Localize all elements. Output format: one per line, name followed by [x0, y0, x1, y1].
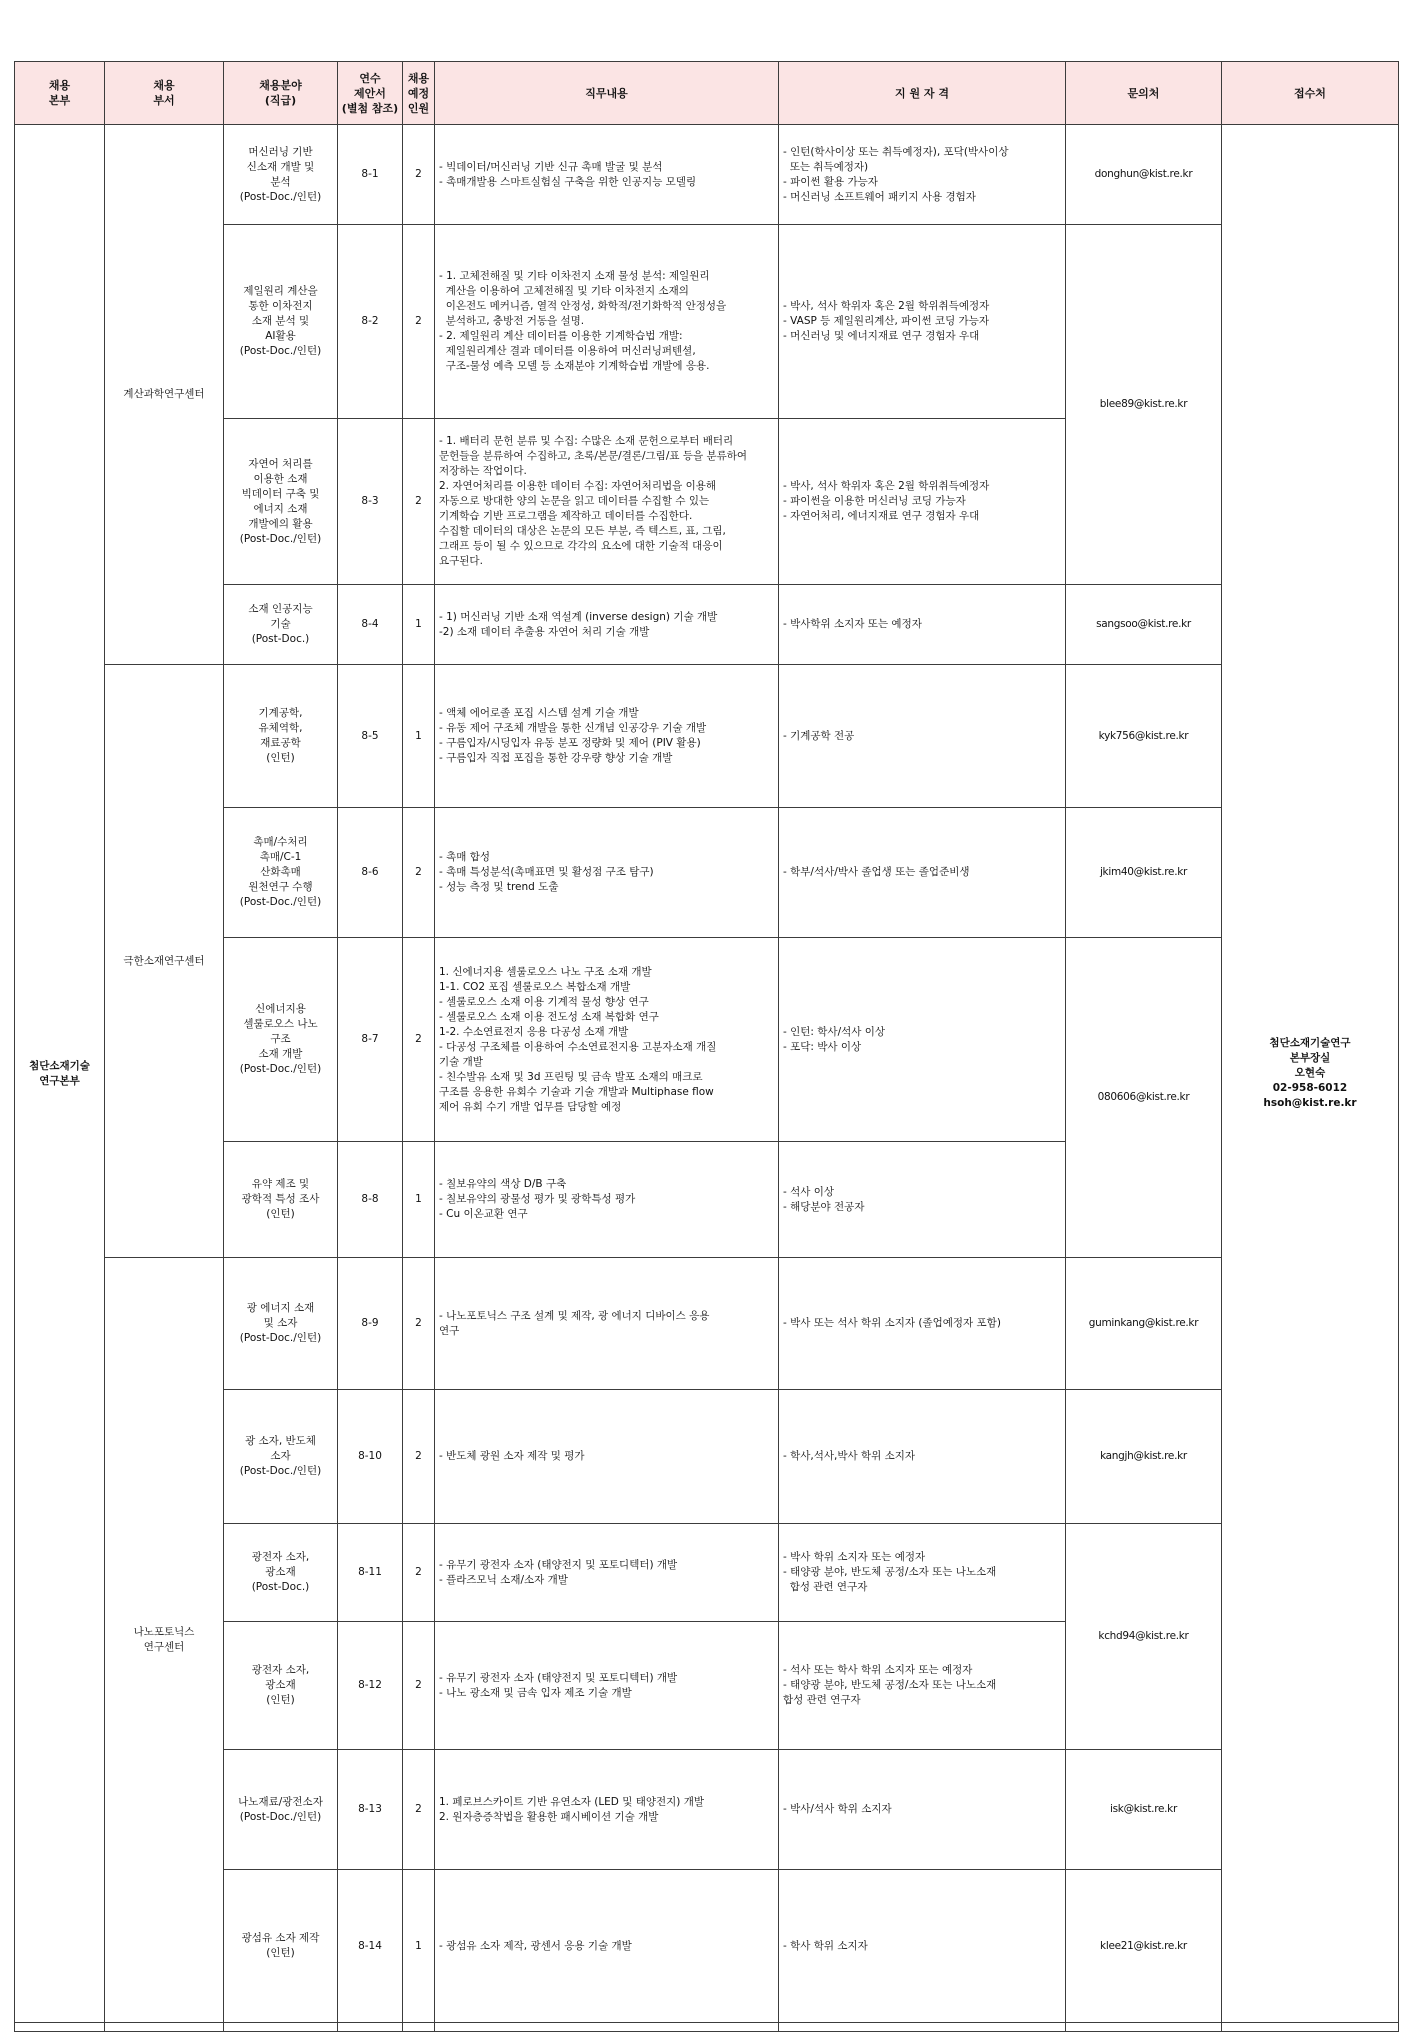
office-email[interactable]: hsoh@kist.re.kr: [1263, 1097, 1357, 1109]
division-cell: 첨단소재기술 연구본부: [15, 125, 105, 2023]
cell-line: 제어 유회 수기 개발 업무를 담당할 예정: [439, 1100, 622, 1113]
cell-line: - 빅데이터/머신러닝 기반 신규 촉매 발굴 및 분석: [439, 160, 663, 173]
cell-line: 원천연구 수행: [248, 881, 313, 893]
cell-line: - 성능 측정 및 trend 도출: [439, 881, 559, 893]
proposal-code: 8-1: [338, 125, 403, 225]
qualification-cell: [779, 1524, 1066, 1622]
cell-line: - 박사 학위 소지자 또는 예정자: [783, 1551, 926, 1563]
cell-line: (인턴): [266, 1947, 295, 1959]
proposal-code: 8-14: [338, 1870, 403, 2023]
field-cell: [224, 1750, 338, 1870]
continued-cell: [1066, 2023, 1222, 2032]
cell-line: - 칠보유약의 광물성 평가 및 광학특성 평가: [439, 1193, 636, 1205]
cell-line: 및 소자: [263, 1317, 298, 1329]
duty-cell: [435, 1390, 779, 1524]
proposal-code: 8-6: [338, 808, 403, 938]
cell-line: - 다공성 구조체를 이용하여 수소연료전지용 고분자소재 개질: [439, 1040, 717, 1053]
continued-cell: [224, 2023, 338, 2032]
office-line: 본부장실: [1289, 1052, 1331, 1064]
contact-email[interactable]: kchd94@kist.re.kr: [1066, 1524, 1222, 1750]
headcount: 1: [403, 1870, 435, 2023]
cell-line: - 1. 고체전해질 및 기타 이차전지 소재 물성 분석: 제일원리: [439, 270, 710, 282]
duty-cell: [435, 419, 779, 585]
field-cell: [224, 1390, 338, 1524]
field-cell: [224, 1870, 338, 2023]
cell-line: 이용한 소재: [253, 472, 308, 485]
header-duty: 직무내용: [435, 62, 779, 125]
cell-line: 문헌들을 분류하여 수집하고, 초록/본문/결론/그림/표 등을 분류하여: [439, 450, 748, 462]
cell-line: - 2. 제일원리 계산 데이터를 이용한 기계학습법 개발:: [439, 330, 683, 342]
qualification-cell: [779, 938, 1066, 1142]
qualification-cell: [779, 1142, 1066, 1258]
qualification-cell: [779, 1750, 1066, 1870]
contact-email[interactable]: klee21@kist.re.kr: [1066, 1870, 1222, 2023]
cell-line: 1. 신에너지용 셀룰로오스 나노 구조 소재 개발: [439, 965, 652, 978]
table-row-continued: [15, 2023, 1399, 2032]
cell-line: - 석사 또는 학사 학위 소지자 또는 예정자: [783, 1664, 973, 1676]
cell-line: - 유무기 광전자 소자 (태양전지 및 포토디텍터) 개발: [439, 1558, 678, 1571]
headcount: 1: [403, 665, 435, 808]
proposal-code: 8-4: [338, 585, 403, 665]
cell-line: 광학적 특성 조사: [241, 1193, 320, 1205]
headcount: 2: [403, 938, 435, 1142]
continued-cell: [435, 2023, 779, 2032]
cell-line: - 친수발유 소재 및 3d 프린팅 및 금속 발포 소재의 매크로: [439, 1070, 703, 1083]
cell-line: 합성 관련 연구자: [783, 1581, 868, 1593]
cell-line: 자연어 처리를: [248, 457, 313, 470]
cell-line: - 반도체 광원 소자 제작 및 평가: [439, 1450, 585, 1462]
cell-line: 광섬유 소자 제작: [241, 1932, 320, 1944]
cell-line: (Post-Doc./인턴): [239, 532, 322, 545]
proposal-code: 8-9: [338, 1258, 403, 1390]
contact-email[interactable]: kyk756@kist.re.kr: [1066, 665, 1222, 808]
cell-line: 구조-물성 예측 모델 등 소재분야 기계학습법 개발에 응용.: [439, 360, 710, 372]
header-qualification: 지 원 자 격: [779, 62, 1066, 125]
cell-line: (Post-Doc./인턴): [239, 896, 322, 908]
cell-line: - VASP 등 제일원리계산, 파이썬 코딩 가능자: [783, 315, 989, 327]
cell-line: 재료공학: [260, 737, 301, 749]
cell-line: 분석하고, 충방전 거동을 설명.: [439, 315, 585, 327]
cell-line: 분석: [270, 175, 291, 188]
cell-line: - 자연어처리, 에너지재료 연구 경험자 우대: [783, 510, 980, 522]
office-line: 첨단소재기술연구: [1269, 1037, 1351, 1049]
cell-line: - 박사 또는 석사 학위 소지자 (졸업예정자 포함): [783, 1317, 1001, 1329]
cell-line: 촉매/C-1: [259, 851, 302, 863]
duty-cell: [435, 1258, 779, 1390]
cell-line: 광전자 소자,: [251, 1664, 310, 1676]
cell-line: 광전자 소자,: [251, 1551, 310, 1563]
field-cell: [224, 938, 338, 1142]
cell-line: (Post-Doc./인턴): [239, 1063, 322, 1075]
field-cell: [224, 225, 338, 419]
field-cell: [224, 665, 338, 808]
table-row: [15, 665, 1399, 808]
table-row: [15, 1258, 1399, 1390]
headcount: 2: [403, 1524, 435, 1622]
cell-line: 1-2. 수소연료전지 응용 다공성 소재 개발: [439, 1025, 629, 1038]
cell-line: -2) 소재 데이터 추출용 자연어 처리 기술 개발: [439, 625, 650, 638]
header-proposal: 연수 제안서 (별첨 참조): [338, 62, 403, 125]
cell-line: 광 소자, 반도체: [245, 1435, 316, 1447]
department-computational-science: 계산과학연구센터: [105, 125, 224, 665]
table-row: [15, 125, 1399, 225]
headcount: 2: [403, 1622, 435, 1750]
cell-line: 구조: [270, 1033, 291, 1045]
duty-cell: [435, 225, 779, 419]
continued-cell: [403, 2023, 435, 2032]
contact-email[interactable]: donghun@kist.re.kr: [1066, 125, 1222, 225]
office-line: 오현숙: [1294, 1067, 1326, 1079]
qualification-cell: [779, 125, 1066, 225]
cell-line: - 액체 에어로졸 포집 시스템 설계 기술 개발: [439, 707, 639, 719]
headcount: 2: [403, 1258, 435, 1390]
cell-line: 소재 분석 및: [251, 315, 310, 327]
headcount: 1: [403, 585, 435, 665]
cell-line: 신에너지용: [255, 1003, 306, 1015]
field-cell: [224, 1524, 338, 1622]
cell-line: 1-1. CO2 포집 셀룰로오스 복합소재 개발: [439, 980, 631, 993]
continued-cell: [779, 2023, 1066, 2032]
duty-cell: [435, 1142, 779, 1258]
header-office: 접수처: [1222, 62, 1399, 125]
cell-line: 광소재: [265, 1679, 296, 1691]
cell-line: (인턴): [266, 1694, 295, 1706]
duty-cell: [435, 665, 779, 808]
cell-line: 셀룰로오스 나노: [243, 1018, 318, 1030]
cell-line: 2. 자연어처리를 이용한 데이터 수집: 자연어처리법을 이용해: [439, 480, 717, 492]
cell-line: (인턴): [266, 1208, 295, 1220]
cell-line: - 촉매 특성분석(촉매표면 및 활성점 구조 탐구): [439, 866, 654, 878]
department-extreme-materials: 극한소재연구센터: [105, 665, 224, 1258]
qualification-cell: [779, 1870, 1066, 2023]
cell-line: (Post-Doc./인턴): [239, 1465, 322, 1477]
cell-line: (Post-Doc./인턴): [239, 1810, 322, 1823]
cell-line: - 태양광 분야, 반도체 공정/소자 또는 나노소재: [783, 1679, 997, 1691]
cell-line: 요구된다.: [439, 555, 483, 567]
qualification-cell: [779, 665, 1066, 808]
cell-line: 유체역학,: [258, 722, 303, 734]
cell-line: (Post-Doc./인턴): [239, 190, 322, 203]
contact-email[interactable]: jkim40@kist.re.kr: [1066, 808, 1222, 938]
proposal-code: 8-5: [338, 665, 403, 808]
qualification-cell: [779, 225, 1066, 419]
contact-email[interactable]: blee89@kist.re.kr: [1066, 225, 1222, 585]
cell-line: 연구: [439, 1324, 460, 1337]
cell-line: - 유동 제어 구조체 개발을 통한 신개념 인공강우 기술 개발: [439, 722, 707, 734]
cell-line: 빅데이터 구축 및: [241, 487, 320, 500]
cell-line: 광 에너지 소재: [246, 1302, 315, 1314]
cell-line: 기계학습 기반 프로그램을 제작하고 데이터를 수집한다.: [439, 510, 693, 522]
contact-email[interactable]: kangjh@kist.re.kr: [1066, 1390, 1222, 1524]
qualification-cell: [779, 1390, 1066, 1524]
cell-line: - 파이썬 활용 가능자: [783, 175, 878, 188]
office-line: 02-958-6012: [1272, 1082, 1348, 1094]
cell-line: 기술: [270, 618, 291, 630]
cell-line: 1. 페로브스카이트 기반 유연소자 (LED 및 태양전지) 개발: [439, 1795, 705, 1808]
cell-line: 소자: [270, 1450, 291, 1462]
cell-line: 자동으로 방대한 양의 논문을 읽고 데이터를 수집할 수 있는: [439, 495, 710, 507]
duty-cell: [435, 1524, 779, 1622]
qualification-cell: [779, 808, 1066, 938]
cell-line: 제일원리 계산을: [243, 285, 318, 297]
proposal-code: 8-10: [338, 1390, 403, 1524]
proposal-code: 8-11: [338, 1524, 403, 1622]
duty-cell: [435, 1750, 779, 1870]
cell-line: 유약 제조 및: [251, 1178, 310, 1190]
headcount: 1: [403, 1142, 435, 1258]
cell-line: - 박사, 석사 학위자 혹은 2월 학위취득예정자: [783, 300, 990, 312]
field-cell: [224, 808, 338, 938]
cell-line: - 태양광 분야, 반도체 공정/소자 또는 나노소재: [783, 1566, 997, 1578]
cell-line: - 기계공학 전공: [783, 729, 855, 742]
cell-line: - 박사학위 소지자 또는 예정자: [783, 618, 922, 630]
cell-line: - Cu 이온교환 연구: [439, 1208, 528, 1220]
cell-line: 합성 관련 연구자: [783, 1694, 861, 1706]
cell-line: - 촉매 합성: [439, 851, 491, 863]
cell-line: - 나노 광소재 및 금속 입자 제조 기술 개발: [439, 1686, 632, 1699]
cell-line: 저장하는 작업이다.: [439, 465, 527, 477]
cell-line: - 셀룰로오스 소재 이용 기계적 물성 향상 연구: [439, 995, 649, 1008]
cell-line: (Post-Doc./인턴): [239, 345, 322, 357]
cell-line: 2. 원자층증착법을 활용한 패시베이션 기술 개발: [439, 1810, 659, 1823]
cell-line: (Post-Doc.): [251, 1581, 310, 1593]
cell-line: 산화촉매: [260, 866, 301, 878]
qualification-cell: [779, 585, 1066, 665]
cell-line: 신소재 개발 및: [246, 160, 315, 173]
office-cell: [1222, 125, 1399, 2023]
cell-line: AI활용: [265, 330, 296, 342]
cell-line: - 인턴: 학사/석사 이상: [783, 1025, 886, 1038]
cell-line: - 학사,석사,박사 학위 소지자: [783, 1450, 916, 1462]
cell-line: 촉매/수처리: [253, 836, 308, 848]
cell-line: 소재 인공지능: [248, 603, 313, 615]
recruitment-table: [14, 61, 1399, 2032]
cell-line: - 파이썬을 이용한 머신러닝 코딩 가능자: [783, 495, 966, 507]
continued-cell: [15, 2023, 105, 2032]
cell-line: - 나노포토닉스 구조 설계 및 제작, 광 에너지 디바이스 응용: [439, 1309, 710, 1322]
contact-email[interactable]: guminkang@kist.re.kr: [1066, 1258, 1222, 1390]
cell-line: - 인턴(학사이상 또는 취득예정자), 포닥(박사이상: [783, 145, 1009, 158]
duty-cell: [435, 585, 779, 665]
headcount: 2: [403, 808, 435, 938]
cell-line: - 1) 머신러닝 기반 소재 역설계 (inverse design) 기술 개발: [439, 610, 718, 623]
cell-line: 개발에의 활용: [248, 517, 313, 530]
header-contact: 문의처: [1066, 62, 1222, 125]
duty-cell: [435, 1870, 779, 2023]
cell-line: (인턴): [266, 752, 295, 764]
contact-email[interactable]: isk@kist.re.kr: [1066, 1750, 1222, 1870]
department-nanophotonics: 나노포토닉스 연구센터: [105, 1258, 224, 2023]
cell-line: - 학부/석사/박사 졸업생 또는 졸업준비생: [783, 866, 970, 878]
headcount: 2: [403, 225, 435, 419]
cell-line: 제일원리계산 결과 데이터를 이용하여 머신러닝퍼텐셜,: [439, 345, 696, 357]
proposal-code: 8-3: [338, 419, 403, 585]
contact-email[interactable]: 080606@kist.re.kr: [1066, 938, 1222, 1258]
cell-line: 계산을 이용하여 고체전해질 및 기타 이차전지 소재의: [439, 285, 689, 297]
cell-line: 이온전도 메커니즘, 열적 안정성, 화학적/전기화학적 안정성을: [439, 300, 727, 312]
duty-cell: [435, 808, 779, 938]
field-cell: [224, 419, 338, 585]
header-row: [15, 62, 1399, 125]
cell-line: - 해당분야 전공자: [783, 1200, 865, 1213]
continued-cell: [1222, 2023, 1399, 2032]
cell-line: 나노재료/광전소자: [238, 1795, 323, 1808]
cell-line: 머신러닝 기반: [248, 145, 313, 158]
qualification-cell: [779, 1622, 1066, 1750]
headcount: 2: [403, 1750, 435, 1870]
proposal-code: 8-2: [338, 225, 403, 419]
cell-line: (Post-Doc.): [251, 633, 310, 645]
proposal-code: 8-13: [338, 1750, 403, 1870]
cell-line: 소재 개발: [258, 1048, 303, 1060]
field-cell: [224, 125, 338, 225]
proposal-code: 8-7: [338, 938, 403, 1142]
cell-line: - 1. 배터리 문헌 분류 및 수집: 수많은 소재 문헌으로부터 배터리: [439, 435, 734, 447]
field-cell: [224, 1622, 338, 1750]
cell-line: - 광섬유 소자 제작, 광센서 응용 기술 개발: [439, 1939, 632, 1952]
cell-line: - 포닥: 박사 이상: [783, 1040, 862, 1053]
cell-line: 수집할 데이터의 대상은 논문의 모든 부분, 즉 텍스트, 표, 그림,: [439, 525, 726, 537]
duty-cell: [435, 1622, 779, 1750]
cell-line: - 칠보유약의 색상 D/B 구축: [439, 1178, 567, 1190]
qualification-cell: [779, 1258, 1066, 1390]
cell-line: - 박사/석사 학위 소지자: [783, 1803, 892, 1815]
cell-line: - 구름입자/시딩입자 유동 분포 정량화 및 제어 (PIV 활용): [439, 737, 701, 749]
cell-line: - 박사, 석사 학위자 혹은 2월 학위취득예정자: [783, 480, 990, 492]
cell-line: - 촉매개발용 스마트실험실 구축을 위한 인공지능 모델링: [439, 175, 697, 188]
headcount: 2: [403, 419, 435, 585]
header-count: 채용 예정 인원: [403, 62, 435, 125]
cell-line: 광소재: [265, 1566, 296, 1578]
cell-line: 그래프 등이 될 수 있으므로 각각의 요소에 대한 기술적 대응이: [439, 540, 723, 552]
cell-line: - 머신러닝 소프트웨어 패키지 사용 경험자: [783, 190, 976, 203]
continued-cell: [105, 2023, 224, 2032]
cell-line: 에너지 소재: [253, 502, 308, 515]
cell-line: 또는 취득예정자): [783, 160, 869, 173]
proposal-code: 8-12: [338, 1622, 403, 1750]
field-cell: [224, 1142, 338, 1258]
cell-line: - 학사 학위 소지자: [783, 1939, 868, 1952]
header-field: 채용분야 (직급): [224, 62, 338, 125]
field-cell: [224, 585, 338, 665]
header-department: 채용 부서: [105, 62, 224, 125]
qualification-cell: [779, 419, 1066, 585]
duty-cell: [435, 938, 779, 1142]
cell-line: 구조를 응용한 유회수 기술과 기술 개발과 Multiphase flow: [439, 1085, 714, 1098]
cell-line: - 구름입자 직접 포집을 통한 강우량 향상 기술 개발: [439, 752, 673, 764]
cell-line: - 머신러닝 및 에너지재료 연구 경험자 우대: [783, 330, 980, 342]
duty-cell: [435, 125, 779, 225]
headcount: 2: [403, 125, 435, 225]
field-cell: [224, 1258, 338, 1390]
cell-line: 기술 개발: [439, 1055, 483, 1068]
contact-email[interactable]: sangsoo@kist.re.kr: [1066, 585, 1222, 665]
header-division: 채용 본부: [15, 62, 105, 125]
cell-line: 통한 이차전지: [248, 300, 313, 312]
continued-cell: [338, 2023, 403, 2032]
headcount: 2: [403, 1390, 435, 1524]
proposal-code: 8-8: [338, 1142, 403, 1258]
cell-line: - 플라즈모닉 소재/소자 개발: [439, 1573, 568, 1586]
cell-line: - 석사 이상: [783, 1185, 835, 1198]
cell-line: - 셀룰로오스 소재 이용 전도성 소재 복합화 연구: [439, 1010, 659, 1023]
cell-line: 기계공학,: [258, 707, 303, 719]
cell-line: - 유무기 광전자 소자 (태양전지 및 포토디텍터) 개발: [439, 1671, 678, 1684]
cell-line: (Post-Doc./인턴): [239, 1332, 322, 1344]
